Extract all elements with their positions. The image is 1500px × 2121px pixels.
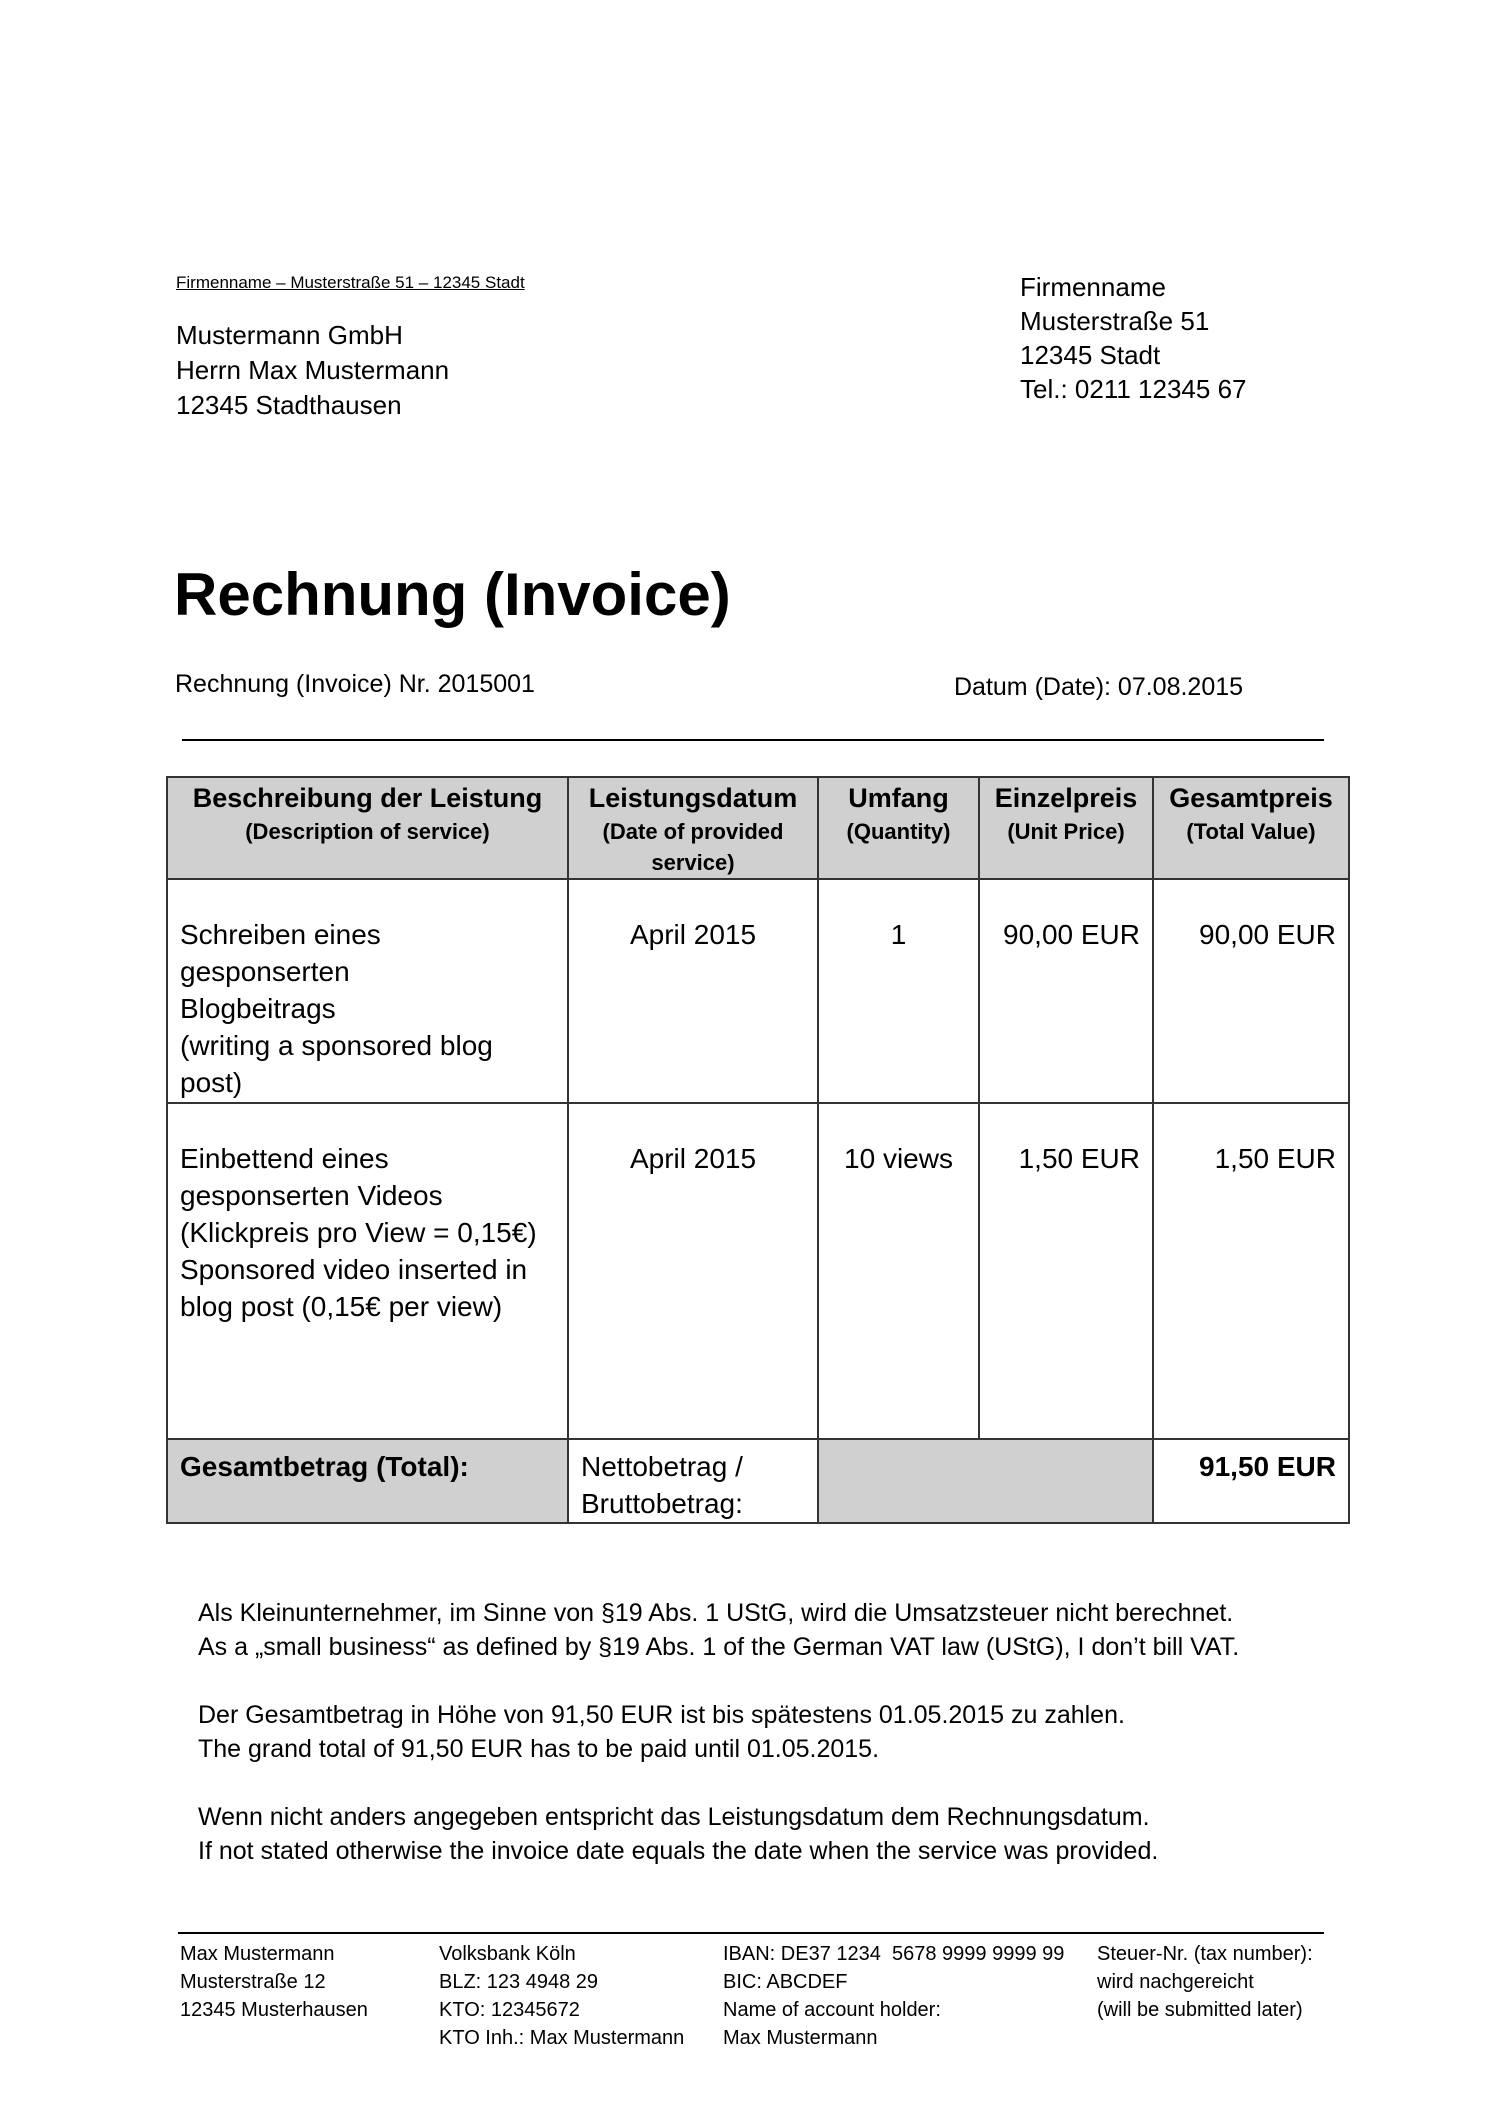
footer-line: wird nachgereicht	[1097, 1971, 1254, 1993]
sender-address-line: Firmenname – Musterstraße 51 – 12345 Stadt	[176, 273, 525, 292]
footer-line: BIC: ABCDEF	[723, 1971, 848, 1993]
header-label: Umfang	[848, 783, 949, 813]
description-line: Schreiben eines gesponserten	[180, 919, 381, 987]
header-sublabel: (Description of service)	[245, 819, 490, 844]
company-phone: Tel.: 0211 12345 67	[1020, 374, 1247, 404]
header-sublabel: (Unit Price)	[1007, 819, 1125, 844]
net-label: Nettobetrag /	[581, 1451, 743, 1482]
header-description	[167, 777, 568, 879]
total-spacer-cell	[818, 1439, 1153, 1523]
gross-label: Bruttobetrag:	[581, 1488, 743, 1519]
header-service-date	[568, 777, 818, 879]
description-line: post)	[180, 1067, 243, 1098]
invoice-title: Rechnung (Invoice)	[174, 561, 731, 628]
invoice-table	[166, 776, 1350, 1524]
description-line: blog post (0,15€ per view)	[180, 1291, 503, 1322]
total-value: 91,50 EUR	[1153, 1439, 1349, 1523]
cell-total: 90,00 EUR	[1153, 879, 1349, 1103]
header-label: Einzelpreis	[994, 783, 1138, 813]
company-address	[1020, 270, 1246, 406]
header-divider	[182, 739, 1324, 741]
header-label: Beschreibung der Leistung	[192, 783, 543, 813]
recipient-person: Herrn Max Mustermann	[176, 355, 450, 385]
cell-service-date: April 2015	[568, 879, 818, 1103]
footer-line: Max Mustermann	[180, 1943, 335, 1965]
header-total-value	[1153, 777, 1349, 879]
recipient-company: Mustermann GmbH	[176, 320, 403, 350]
footer-line: Musterstraße 12	[180, 1971, 326, 1993]
description-line: (Klickpreis pro View = 0,15€)	[180, 1217, 537, 1248]
cell-quantity: 10 views	[818, 1103, 979, 1439]
footer-line: KTO Inh.: Max Mustermann	[439, 2027, 685, 2049]
note-line: The grand total of 91,50 EUR has to be paid until 01.05.2015.	[198, 1735, 880, 1763]
net-gross-label	[568, 1439, 818, 1523]
footer-line: (will be submitted later)	[1097, 1999, 1303, 2021]
cell-unit-price: 1,50 EUR	[979, 1103, 1153, 1439]
header-sublabel: (Total Value)	[1186, 819, 1316, 844]
invoice-date: Datum (Date): 07.08.2015	[954, 673, 1244, 701]
description-line: (writing a sponsored blog	[180, 1030, 493, 1061]
service-date-note	[198, 1800, 1239, 1868]
company-city: 12345 Stadt	[1020, 340, 1161, 370]
header-sublabel: (Date of provided service)	[602, 819, 784, 875]
note-line: If not stated otherwise the invoice date equals the date when the service was provided.	[198, 1837, 1159, 1865]
recipient-city: 12345 Stadthausen	[176, 390, 402, 420]
description-line: Einbettend eines	[180, 1143, 389, 1174]
cell-description	[167, 1103, 568, 1439]
invoice-notes	[198, 1596, 1239, 1902]
table-row	[167, 879, 1349, 1103]
footer-line: BLZ: 123 4948 29	[439, 1971, 599, 1993]
total-label: Gesamtbetrag (Total):	[167, 1439, 568, 1523]
footer-owner-address	[180, 1940, 368, 2024]
invoice-number: Rechnung (Invoice) Nr. 2015001	[175, 670, 535, 698]
company-street: Musterstraße 51	[1020, 306, 1210, 336]
footer-line: IBAN: DE37 1234 5678 9999 9999 99	[723, 1943, 1065, 1965]
table-header-row	[167, 777, 1349, 879]
cell-unit-price: 90,00 EUR	[979, 879, 1153, 1103]
note-line: Wenn nicht anders angegeben entspricht das Leistungsdatum dem Rechnungsdatum.	[198, 1803, 1150, 1831]
note-line: As a „small business“ as defined by §19 Abs. 1 of the German VAT law (UStG), I don’t bill VAT.	[198, 1633, 1240, 1661]
cell-service-date: April 2015	[568, 1103, 818, 1439]
header-sublabel: (Quantity)	[846, 819, 951, 844]
note-line: Als Kleinunternehmer, im Sinne von §19 Abs. 1 UStG, wird die Umsatzsteuer nicht berechnet.	[198, 1599, 1234, 1627]
footer-line: Steuer-Nr. (tax number):	[1097, 1943, 1313, 1965]
header-quantity	[818, 777, 979, 879]
footer-line: 12345 Musterhausen	[180, 1999, 368, 2021]
cell-total: 1,50 EUR	[1153, 1103, 1349, 1439]
description-line: Sponsored video inserted in	[180, 1254, 528, 1285]
footer-bank-details	[439, 1940, 684, 2052]
header-label: Gesamtpreis	[1169, 783, 1333, 813]
total-row	[167, 1439, 1349, 1523]
company-name: Firmenname	[1020, 272, 1166, 302]
cell-quantity: 1	[818, 879, 979, 1103]
cell-description	[167, 879, 568, 1103]
footer-line: Name of account holder:	[723, 1999, 941, 2021]
header-label: Leistungsdatum	[588, 783, 798, 813]
footer-tax-number	[1097, 1940, 1313, 2024]
description-line: Blogbeitrags	[180, 993, 336, 1024]
recipient-address	[176, 318, 449, 423]
vat-note	[198, 1596, 1239, 1664]
header-unit-price	[979, 777, 1153, 879]
payment-note	[198, 1698, 1239, 1766]
note-line: Der Gesamtbetrag in Höhe von 91,50 EUR ist bis spätestens 01.05.2015 zu zahlen.	[198, 1701, 1125, 1729]
footer-line: Max Mustermann	[723, 2027, 878, 2049]
description-line: gesponserten Videos	[180, 1180, 443, 1211]
footer-divider	[178, 1932, 1324, 1934]
footer-line: Volksbank Köln	[439, 1943, 576, 1965]
table-row	[167, 1103, 1349, 1439]
footer-iban-details	[723, 1940, 1064, 2052]
footer-line: KTO: 12345672	[439, 1999, 580, 2021]
